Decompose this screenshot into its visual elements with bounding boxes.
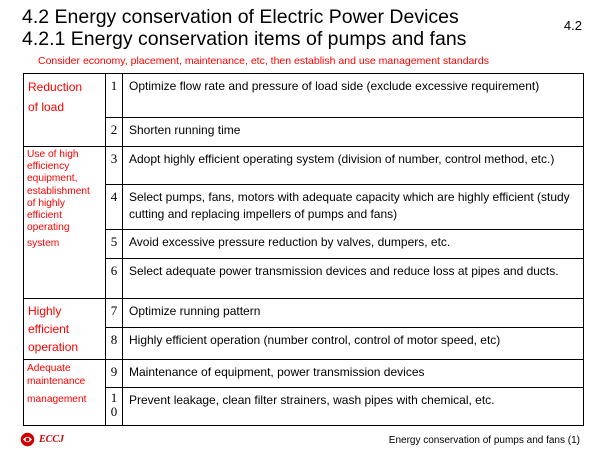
category-line: Use of high [27,149,79,160]
item-number: 3 [106,147,123,185]
item-number: 4 [106,185,123,230]
item-text: Prevent leakage, clean filter strainers, wash pipes with chemical, etc. [123,388,584,426]
table-row [24,259,584,299]
table-row [24,328,584,360]
table-row [24,230,584,259]
item-text: Select adequate power transmission devices and reduce loss at pipes and ducts. [123,259,584,299]
category-cell [24,299,106,360]
table-row [24,74,584,118]
category-cell [24,74,106,147]
category-line: Highly [28,304,62,318]
item-text: Avoid excessive pressure reduction by valves, dumpers, etc. [123,230,584,259]
item-number: 5 [106,230,123,259]
category-line: of highly [27,197,65,209]
item-number: 2 [106,118,123,147]
page-title: 4.2 Energy conservation of Electric Power Devices [22,6,459,28]
footer-caption: Energy conservation of pumps and fans (1) [388,435,580,446]
category-line: efficiency [27,161,70,173]
category-line: establishment [27,185,90,197]
item-number: 8 [106,328,123,360]
eccj-logo-icon [20,432,35,447]
page-number: 4.2 [563,18,582,33]
item-number: 1 [106,74,123,118]
table-row [24,185,584,230]
category-line: efficient [28,322,70,336]
category-line: equipment, [27,173,78,185]
item-text: Optimize flow rate and pressure of load side (exclude excessive requirement) [123,74,584,118]
category-line: maintenance [27,376,86,387]
item-number: 7 [106,299,123,328]
item-number: 10 [106,388,123,426]
category-line: operating [27,222,70,234]
table-row [24,147,584,185]
item-text: Highly efficient operation (number control, control of motor speed, etc) [123,328,584,360]
item-number: 9 [106,360,123,388]
category-line: system [27,238,60,250]
table-row [24,360,584,388]
category-line: of load [28,100,65,114]
table-row [24,299,584,328]
subtitle: Consider economy, placement, maintenance, etc, then establish and use management standards [38,55,489,67]
category-cell [24,147,106,299]
item-text: Select pumps, fans, motors with adequate capacity which are highly efficient (study cutting and replacing impellers of pumps and fans) [123,185,584,230]
section-title: 4.2.1 Energy conservation items of pumps and fans [22,28,467,50]
eccj-logo [20,432,64,447]
item-text: Maintenance of equipment, power transmission devices [123,360,584,388]
logo-text: ECCJ [39,434,65,445]
category-line: Reduction [28,80,83,94]
category-cell [24,360,106,426]
category-line: management [27,394,87,405]
table-row [24,118,584,147]
table-row [24,388,584,426]
item-number: 6 [106,259,123,299]
item-text: Shorten running time [123,118,584,147]
category-line: operation [28,340,79,354]
item-text: Optimize running pattern [123,299,584,328]
item-text: Adopt highly efficient operating system (division of number, control method, etc.) [123,147,584,185]
conservation-items-table [23,73,584,426]
category-line: efficient [27,210,62,222]
category-line: Adequate [27,363,71,374]
